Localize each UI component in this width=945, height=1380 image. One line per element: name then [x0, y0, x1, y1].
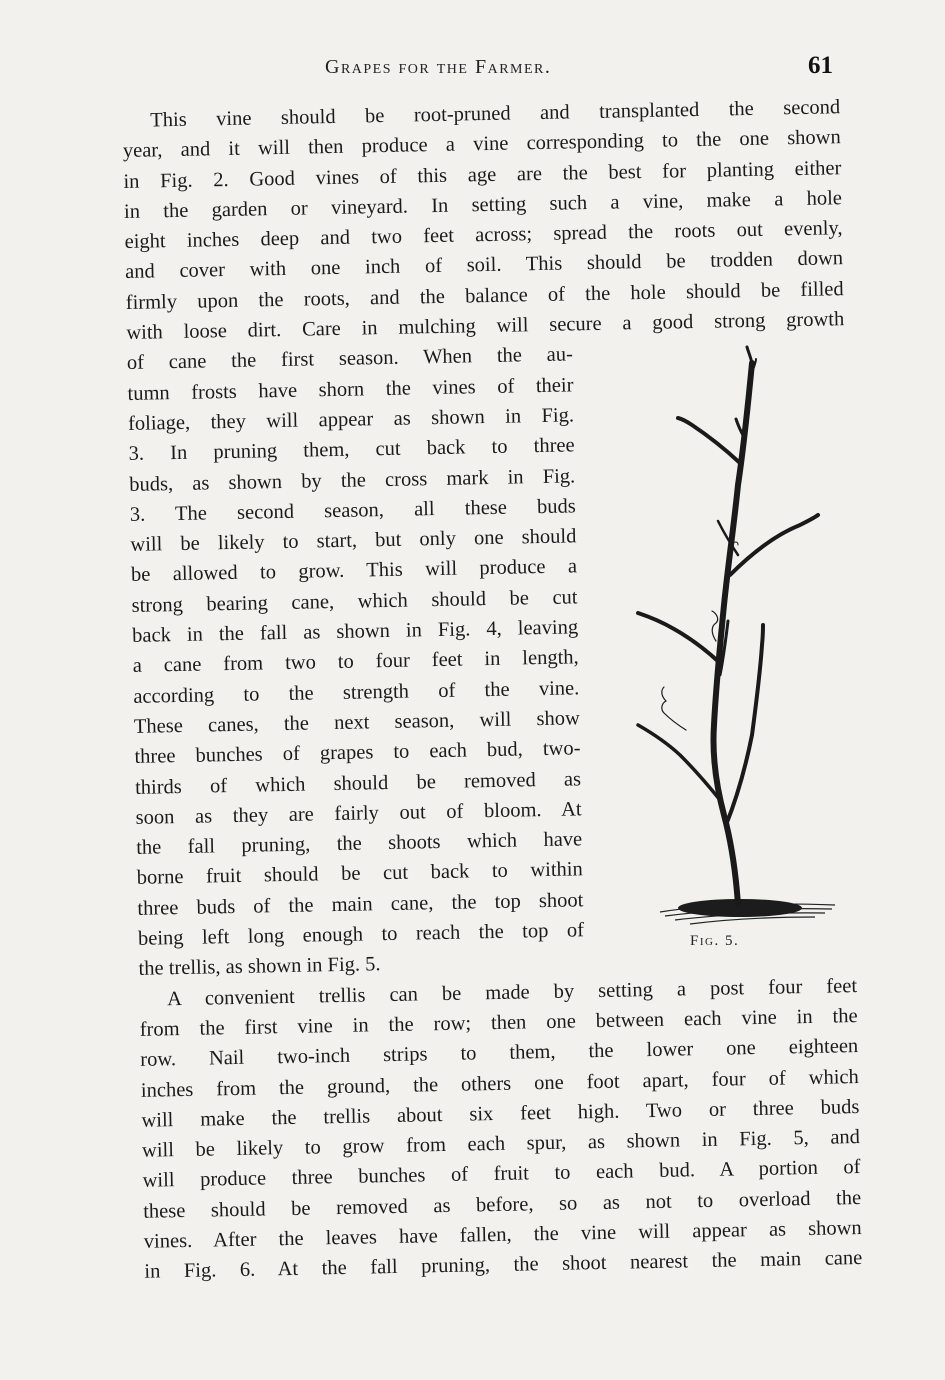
- text-line: will make the trellis about six feet high. Two or three buds: [141, 1095, 860, 1132]
- text-line: these should be removed as before, so as not to overload the: [143, 1186, 862, 1223]
- text-line: row. Nail two-inch strips to them, the lower one eighteen: [140, 1035, 859, 1072]
- text-line: from the first vine in the row; then one between each vine in the: [139, 1004, 858, 1041]
- text-line: in the garden or vineyard. In setting such a vine, make a hole: [123, 187, 843, 223]
- ground-shading: [660, 899, 835, 924]
- text-line: will be likely to start, but only one should: [130, 525, 577, 557]
- text-line: three buds of the main cane, the top shoot: [137, 889, 584, 920]
- text-line: strong bearing cane, which should be cut: [131, 586, 578, 617]
- text-line: This vine should be root-pruned and transplanted the second: [150, 96, 841, 132]
- text-line: soon as they are fairly out of bloom. At: [135, 798, 582, 829]
- text-line: buds, as shown by the cross mark in Fig.: [129, 464, 576, 496]
- text-line: vines. After the leaves have fallen, the vine will appear as shown: [143, 1216, 862, 1253]
- text-line: firmly upon the roots, and the balance of the hole should be filled: [125, 277, 844, 314]
- text-line: eight inches deep and two feet across; spread the roots out evenly,: [124, 217, 843, 254]
- text-line: a cane from two to four feet in length,: [132, 646, 579, 678]
- text-line: back in the fall as shown in Fig. 4, leaving: [131, 616, 579, 647]
- text-line: will be likely to grow from each spur, as shown in Fig. 5, and: [141, 1126, 861, 1162]
- text-line: 3. The second season, all these buds: [129, 495, 576, 526]
- text-line: the trellis, as shown in Fig. 5.: [138, 953, 381, 981]
- text-line: will produce three bunches of fruit to each bud. A portion of: [142, 1156, 861, 1193]
- text-line: tumn frosts have shorn the vines of their: [127, 374, 574, 405]
- text-line: thirds of which should be removed as: [134, 767, 582, 799]
- text-line: three bunches of grapes to each bud, two-: [134, 737, 581, 769]
- text-line: inches from the ground, the others one foot apart, four of which: [140, 1065, 859, 1102]
- running-title: Grapes for the Farmer.: [325, 56, 552, 78]
- vine-canes: [638, 347, 818, 905]
- text-line: with loose dirt. Care in mulching will secure a good strong growth: [126, 308, 845, 345]
- text-line: according to the strength of the vine.: [133, 676, 580, 708]
- text-line: being left long enough to reach the top of: [137, 919, 585, 950]
- text-line: of cane the first season. When the au-: [126, 343, 574, 375]
- text-line: year, and it will then produce a vine corresponding to the one shown: [122, 126, 841, 163]
- text-line: be allowed to grow. This will produce a: [130, 555, 578, 587]
- text-line: in Fig. 6. At the fall pruning, the shoot nearest the main cane: [144, 1247, 863, 1284]
- text-line: in Fig. 2. Good vines of this age are the best for planting either: [123, 156, 842, 193]
- text-line: 3. In pruning them, cut back to three: [128, 434, 575, 466]
- figure-caption: Fig. 5.: [690, 933, 740, 949]
- text-line: foliage, they will appear as shown in Fig.: [127, 404, 575, 435]
- text-line: borne fruit should be cut back to within: [136, 858, 583, 890]
- text-line: and cover with one inch of soil. This should be trodden down: [124, 247, 844, 284]
- page-number: 61: [808, 52, 833, 79]
- text-line: the fall pruning, the shoots which have: [136, 828, 583, 859]
- running-head: [0, 52, 945, 82]
- grapevine-illustration: [620, 345, 850, 955]
- text-line: These canes, the next season, will show: [133, 707, 581, 738]
- text-line: A convenient trellis can be made by setting a post four feet: [166, 974, 858, 1010]
- figure-5: [620, 345, 850, 955]
